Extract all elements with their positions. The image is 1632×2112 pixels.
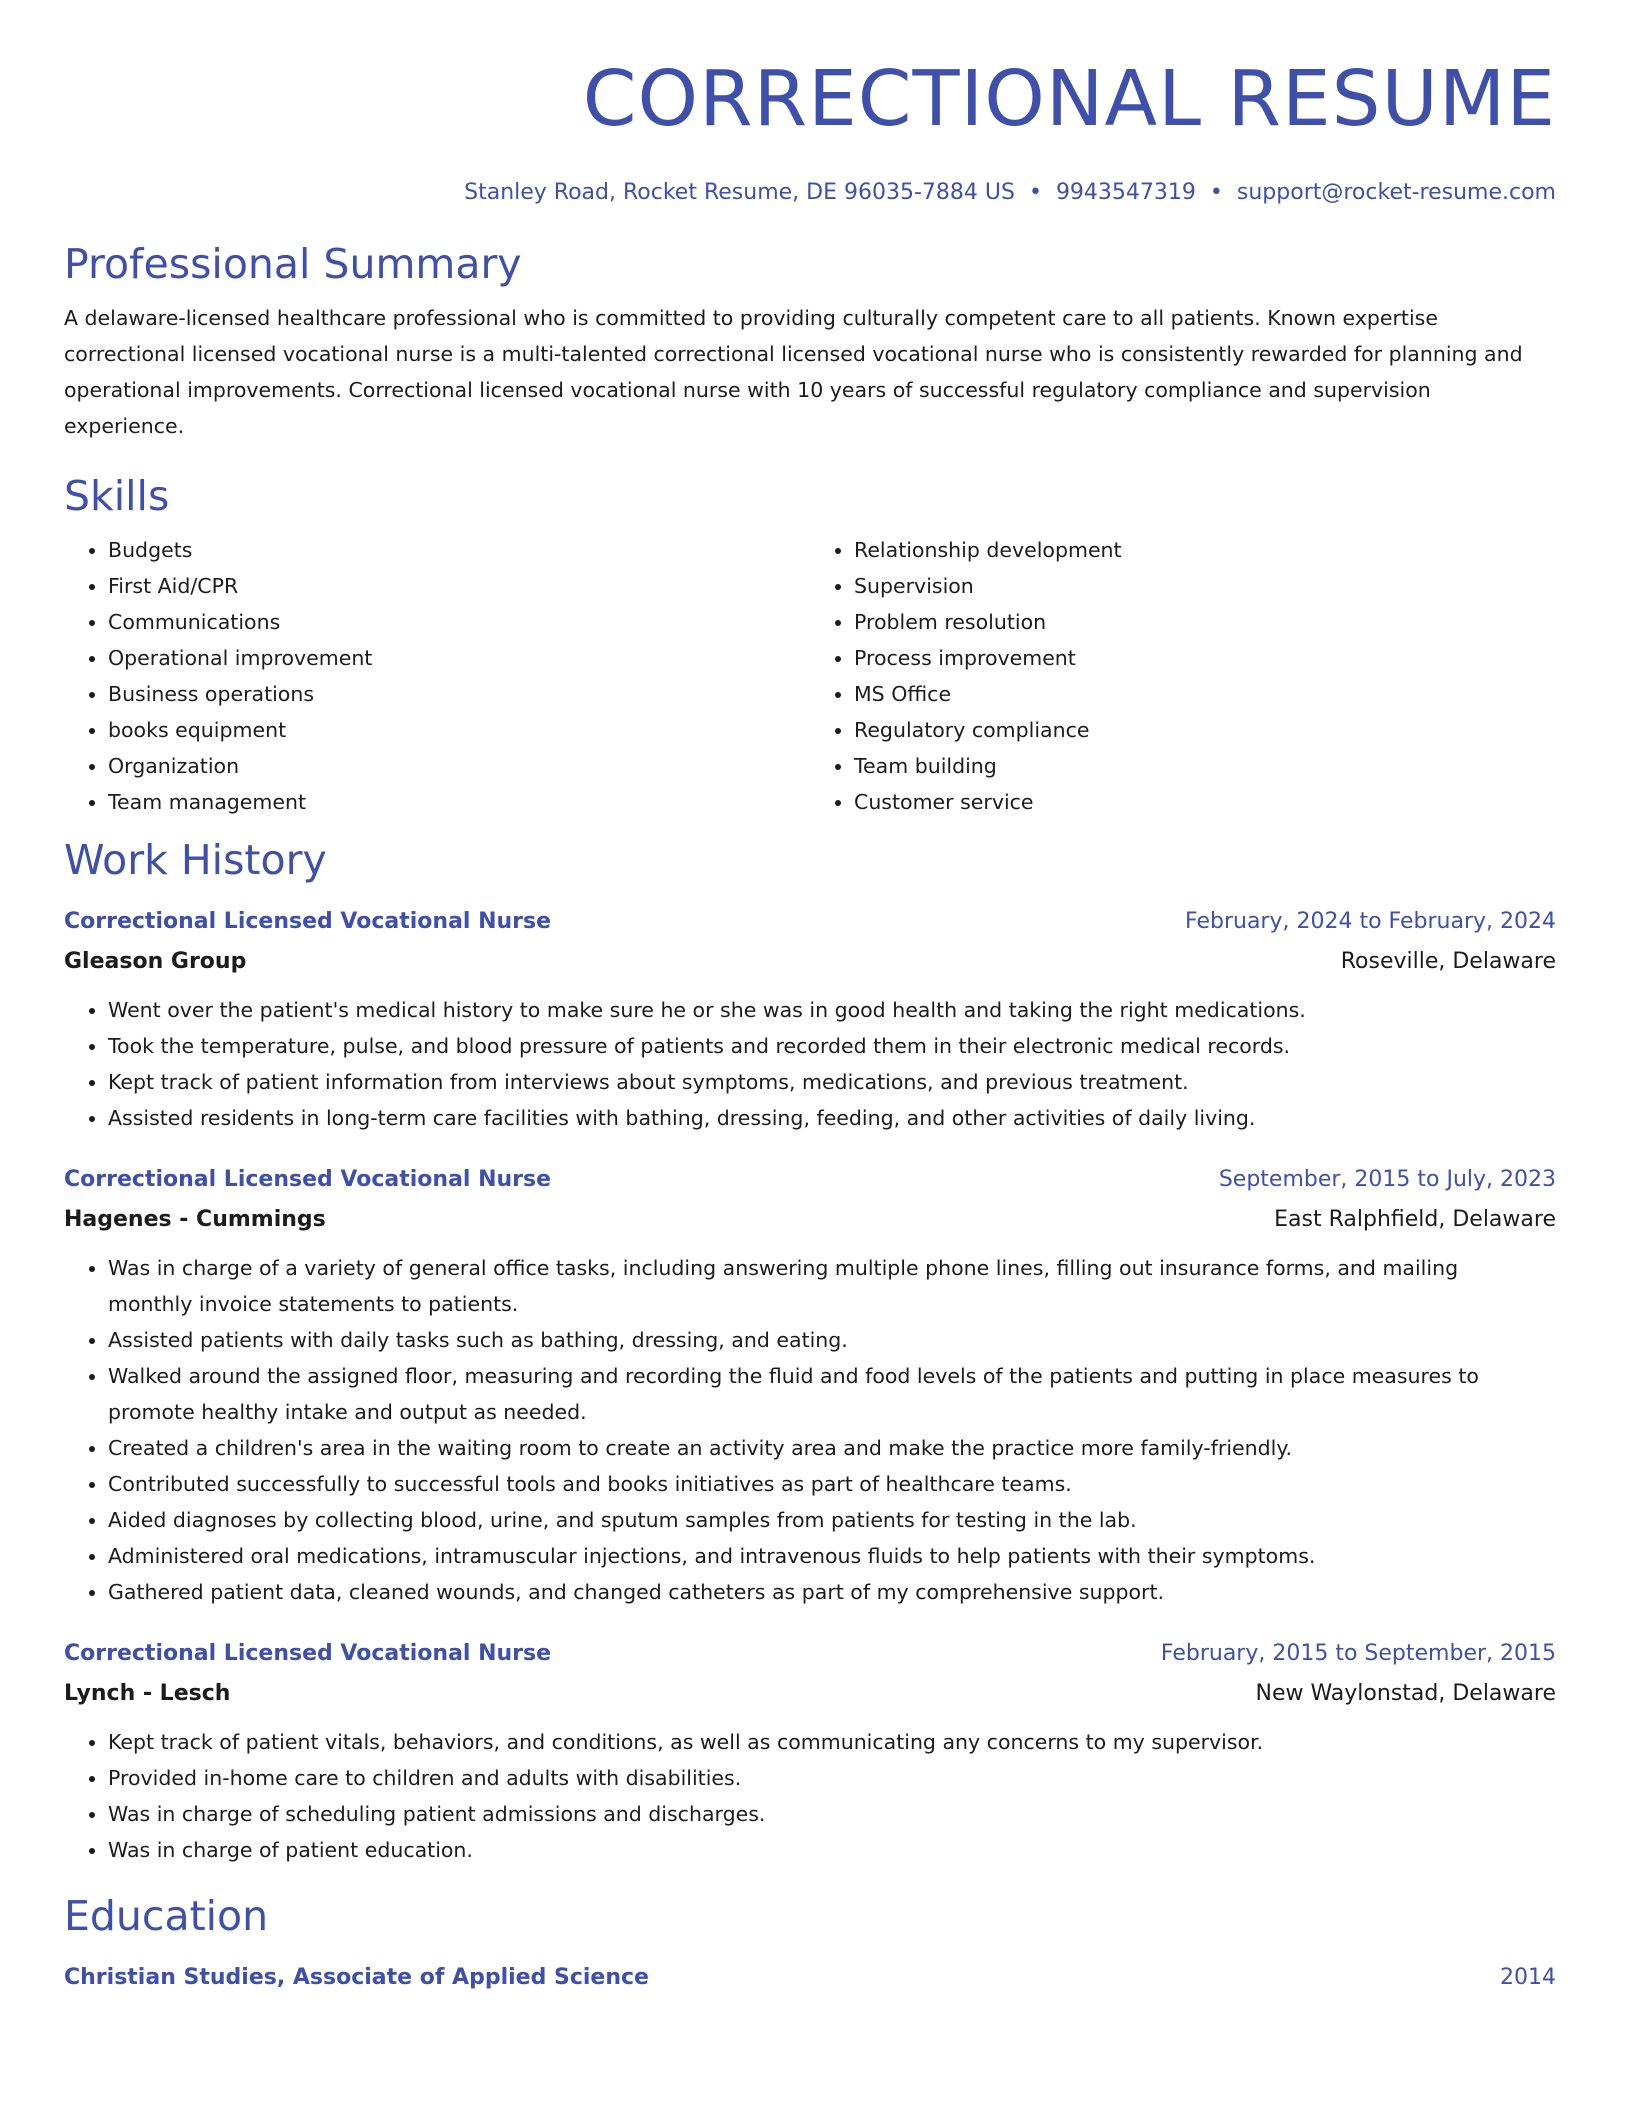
summary-title: Professional Summary [64,240,522,288]
job-company: Lynch - Lesch [64,1681,231,1706]
job-header-row [64,904,1556,940]
job-header-row [64,1162,1556,1198]
skill-item: • Budgets [108,532,810,568]
skill-item: • Supervision [854,568,1556,604]
summary-section [64,238,1556,444]
job-bullet: • Contributed successfully to successful tools and books initiatives as part of healthcare teams. [108,1466,1556,1502]
job-bullet: • Assisted residents in long-term care facilities with bathing, dressing, feeding, and other activities of daily living. [108,1100,1556,1136]
job-dates: February, 2024 to February, 2024 [1185,909,1556,934]
job-bullets [64,992,1556,1136]
skill-item: • Organization [108,748,810,784]
job-entry [64,1636,1556,1868]
job-bullet: • Was in charge of a variety of general office tasks, including answering multiple phone lines, filling out insurance forms, and mailing monthly invoice statements to patients. [108,1250,1556,1322]
education-row [64,1960,1556,1996]
job-company-row [64,944,1556,980]
job-bullet: • Gathered patient data, cleaned wounds, and changed catheters as part of my comprehensive support. [108,1574,1556,1610]
skills-grid [64,532,1556,820]
skill-item: • books equipment [108,712,810,748]
skill-item: • Team management [108,784,810,820]
contact-email: support@rocket-resume.com [1236,180,1556,205]
skill-item: • Regulatory compliance [854,712,1556,748]
job-company: Gleason Group [64,949,247,974]
resume-name: CORRECTIONAL RESUME [582,55,1556,144]
job-title: Correctional Licensed Vocational Nurse [64,1641,552,1666]
skill-item: • Operational improvement [108,640,810,676]
job-bullet: • Aided diagnoses by collecting blood, urine, and sputum samples from patients for testing in the lab. [108,1502,1556,1538]
skill-item: • Process improvement [854,640,1556,676]
skill-item: • Customer service [854,784,1556,820]
job-bullets [64,1250,1556,1610]
job-location: East Ralphfield, Delaware [1274,1207,1556,1232]
job-bullet: • Kept track of patient vitals, behaviors, and conditions, as well as communicating any concerns to my supervisor. [108,1724,1556,1760]
skills-list-left [64,532,810,820]
skills-title: Skills [64,472,170,520]
job-bullet: • Kept track of patient information from interviews about symptoms, medications, and previous treatment. [108,1064,1556,1100]
job-bullet: • Was in charge of scheduling patient admissions and discharges. [108,1796,1556,1832]
job-company: Hagenes - Cummings [64,1207,326,1232]
job-dates: September, 2015 to July, 2023 [1218,1167,1556,1192]
skill-item: • Business operations [108,676,810,712]
job-bullet: • Walked around the assigned floor, measuring and recording the fluid and food levels of the patients and putting in place measures to promote healthy intake and output as needed. [108,1358,1556,1430]
skills-list-right [810,532,1556,820]
skill-item: • First Aid/CPR [108,568,810,604]
job-bullet: • Created a children's area in the waiting room to create an activity area and make the practice more family-friendly. [108,1430,1556,1466]
work-history-title: Work History [64,836,327,884]
contact-line [64,178,1556,208]
education-degree: Christian Studies, Associate of Applied Science [64,1965,649,1990]
job-title: Correctional Licensed Vocational Nurse [64,909,552,934]
education-title: Education [64,1892,269,1940]
resume-page [64,0,1556,1996]
job-location: New Waylonstad, Delaware [1255,1681,1556,1706]
skill-item: • MS Office [854,676,1556,712]
skill-item: • Team building [854,748,1556,784]
job-company-row [64,1202,1556,1238]
job-bullet: • Went over the patient's medical history to make sure he or she was in good health and taking the right medications. [108,992,1556,1028]
job-dates: February, 2015 to September, 2015 [1160,1641,1556,1666]
skills-section [64,470,1556,820]
job-company-row [64,1676,1556,1712]
contact-separator: • [1028,180,1042,205]
resume-header [64,0,1556,208]
education-section [64,1890,1556,1996]
job-bullet: • Assisted patients with daily tasks such as bathing, dressing, and eating. [108,1322,1556,1358]
job-title: Correctional Licensed Vocational Nurse [64,1167,552,1192]
job-bullet: • Was in charge of patient education. [108,1832,1556,1868]
skill-item: • Problem resolution [854,604,1556,640]
job-location: Roseville, Delaware [1340,949,1556,974]
summary-text: A delaware-licensed healthcare professional who is committed to providing culturally competent care to all patients. Known expertise correctional licensed vocational nurse is a multi-talented correctional licensed vocational nurse who is consistently rewarded for planning and operational improvements. Correctional licensed vocational nurse with 10 years of successful regulatory compliance and supervision experience. [64,306,1523,438]
job-bullets [64,1724,1556,1868]
contact-separator: • [1209,180,1223,205]
skill-item: • Relationship development [854,532,1556,568]
education-year: 2014 [1500,1965,1556,1990]
job-bullet: • Provided in-home care to children and adults with disabilities. [108,1760,1556,1796]
skill-item: • Communications [108,604,810,640]
job-bullet: • Administered oral medications, intramuscular injections, and intravenous fluids to help patients with their symptoms. [108,1538,1556,1574]
job-header-row [64,1636,1556,1672]
job-entry [64,904,1556,1136]
job-entry [64,1162,1556,1610]
contact-address: Stanley Road, Rocket Resume, DE 96035-7884 US [464,180,1015,205]
contact-phone: 9943547319 [1055,180,1196,205]
job-bullet: • Took the temperature, pulse, and blood pressure of patients and recorded them in their electronic medical records. [108,1028,1556,1064]
work-history-section [64,834,1556,1868]
